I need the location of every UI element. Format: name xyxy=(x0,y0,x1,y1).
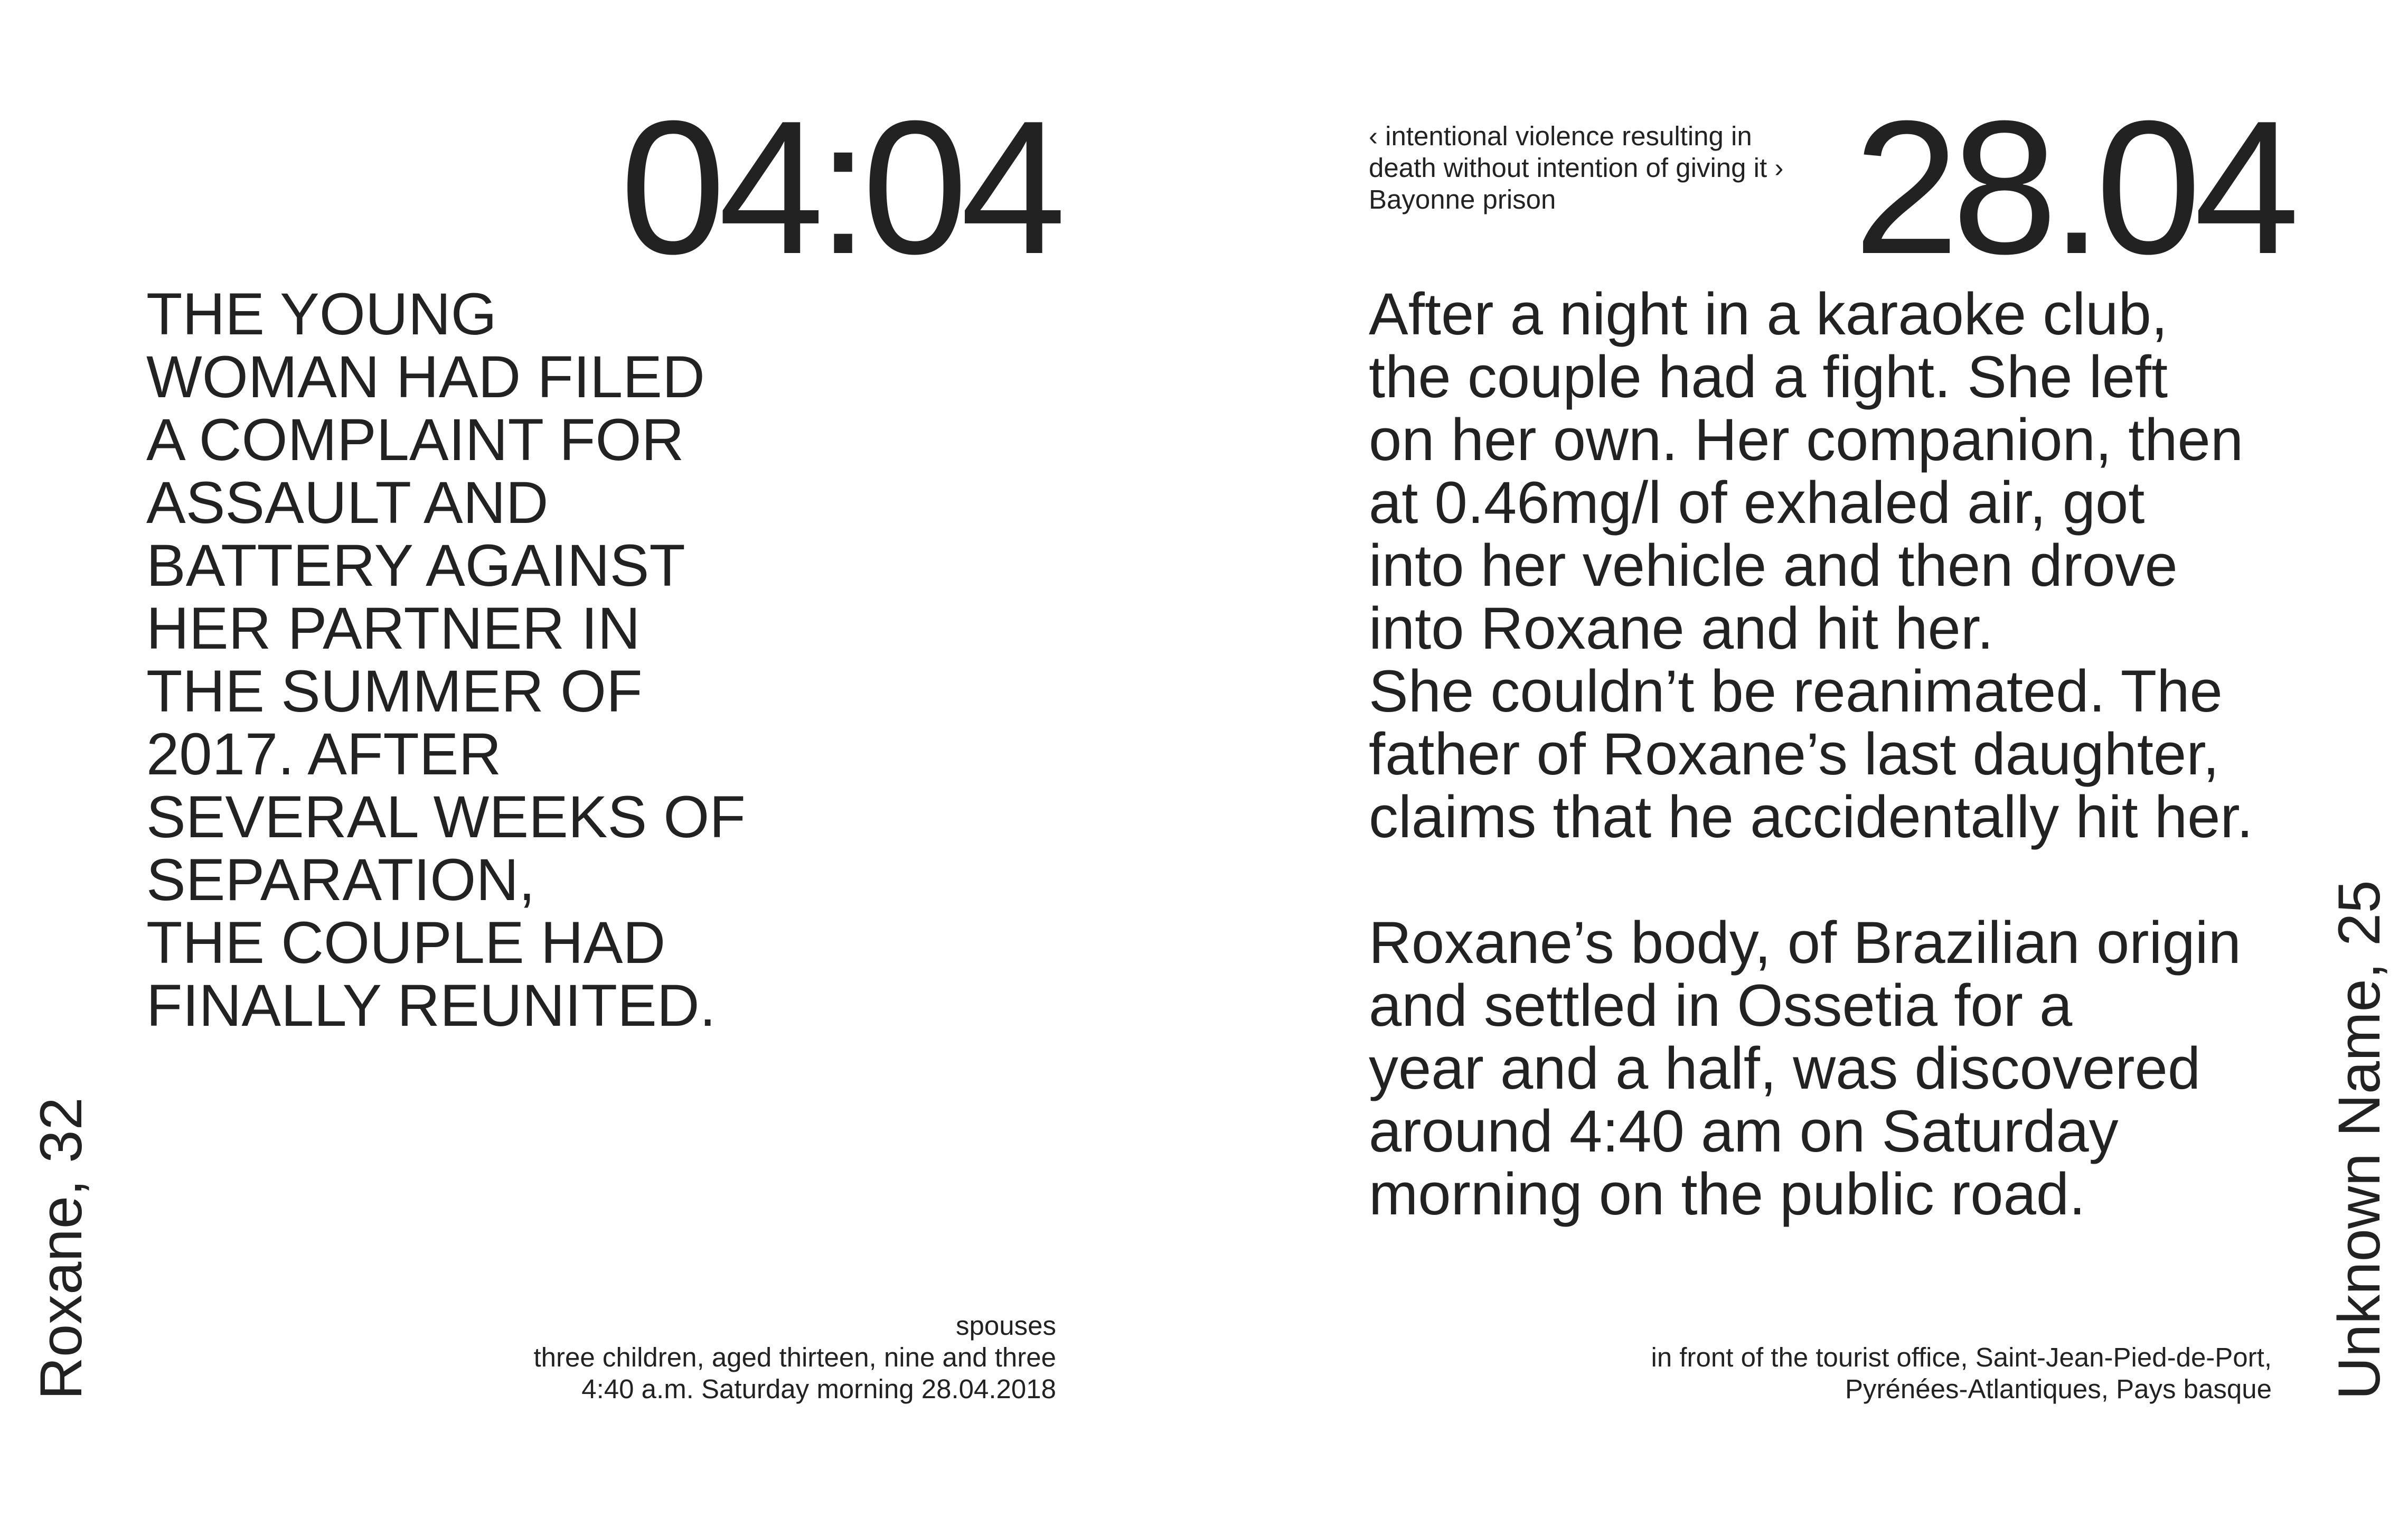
right-page xyxy=(1204,0,2408,1535)
body-line: into Roxane and hit her. xyxy=(1369,595,1994,661)
body-line: year and a half, was discovered xyxy=(1369,1035,2201,1101)
right-page-header-note xyxy=(1369,120,1783,216)
body-line: 2017. AFTER xyxy=(146,721,502,787)
footer-line: Pyrénées-Atlantiques, Pays basque xyxy=(1845,1374,2272,1404)
body-line: HER PARTNER IN xyxy=(146,595,641,661)
body-line: THE SUMMER OF xyxy=(146,658,643,724)
body-line: WOMAN HAD FILED xyxy=(146,344,705,410)
footer-line: 4:40 a.m. Saturday morning 28.04.2018 xyxy=(581,1374,1056,1404)
right-page-date: 28.04 xyxy=(1854,81,2292,294)
body-line: THE COUPLE HAD xyxy=(146,910,666,976)
body-line: father of Roxane’s last daughter, xyxy=(1369,721,2219,787)
right-page-body xyxy=(1369,283,2319,1225)
body-line: the couple had a fight. She left xyxy=(1369,344,2168,410)
body-line: After a night in a karaoke club, xyxy=(1369,281,2168,347)
body-line: A COMPLAINT FOR xyxy=(146,407,684,473)
footer-line: spouses xyxy=(956,1311,1056,1341)
body-line: She couldn’t be reanimated. The xyxy=(1369,658,2223,724)
body-line: THE YOUNG xyxy=(146,281,497,347)
body-line: claims that he accidentally hit her. xyxy=(1369,784,2253,850)
body-line: at 0.46mg/l of exhaled air, got xyxy=(1369,470,2145,536)
right-page-footer xyxy=(1369,1342,2272,1405)
body-line: morning on the public road. xyxy=(1369,1161,2086,1227)
body-line: SEVERAL WEEKS OF xyxy=(146,784,746,850)
left-page-footer xyxy=(533,1310,1056,1405)
body-line: SEPARATION, xyxy=(146,847,535,913)
body-line: on her own. Her companion, then xyxy=(1369,407,2244,473)
body-line: into her vehicle and then drove xyxy=(1369,532,2178,598)
footer-line: three children, aged thirteen, nine and three xyxy=(533,1342,1056,1372)
left-page-body xyxy=(146,283,833,1037)
note-line: ‹ intentional violence resulting in xyxy=(1369,121,1752,151)
left-side-label: Roxane, 32 xyxy=(28,1097,94,1400)
body-line: FINALLY REUNITED. xyxy=(146,972,716,1038)
body-line: ASSAULT AND xyxy=(146,470,549,536)
body-line: BATTERY AGAINST xyxy=(146,532,685,598)
body-line: around 4:40 am on Saturday xyxy=(1369,1098,2119,1164)
footer-line: in front of the tourist office, Saint-Jean-Pied-de-Port, xyxy=(1651,1342,2272,1372)
left-page-date: 04:04 xyxy=(620,81,1059,294)
paragraph-gap xyxy=(1369,848,2319,911)
note-line: Bayonne prison xyxy=(1369,184,1556,214)
right-side-label: Unknown Name, 25 xyxy=(2326,880,2392,1400)
note-line: death without intention of giving it › xyxy=(1369,153,1784,183)
body-line: Roxane’s body, of Brazilian origin xyxy=(1369,910,2241,976)
body-line: and settled in Ossetia for a xyxy=(1369,972,2073,1038)
